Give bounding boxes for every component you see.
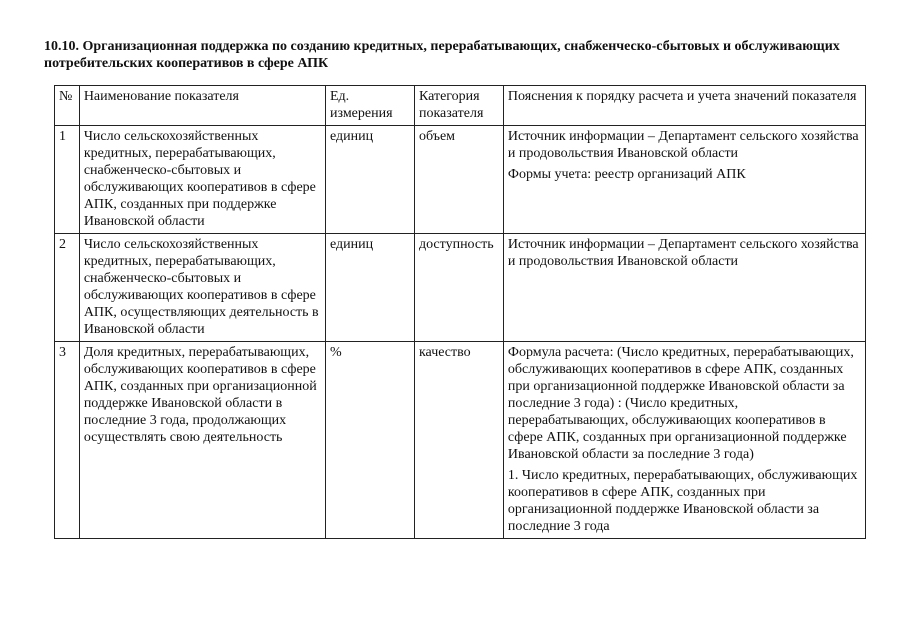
row-indicator-name: Число сельскохозяйственных кредитных, перерабатывающих, снабженческо-сбытовых и обслуживающих кооперативов в сфере АПК, созданных при поддержке Ивановской области xyxy=(79,126,325,234)
note-accounting-form: Формы учета: реестр организаций АПК xyxy=(507,167,746,182)
row-unit: единиц xyxy=(326,126,415,234)
table-row xyxy=(55,126,866,234)
row-number: 2 xyxy=(55,234,80,342)
row-number: 1 xyxy=(55,126,80,234)
table-row xyxy=(55,342,866,539)
row-notes xyxy=(503,342,865,539)
row-number: 3 xyxy=(55,342,80,539)
note-formula-item-1: 1. Число кредитных, перерабатывающих, обслуживающих кооперативов в сфере АПК, созданных при организационной поддержке Ивановской области за последние 3 года xyxy=(507,468,858,534)
row-indicator-name: Доля кредитных, перерабатывающих, обслуживающих кооперативов в сфере АПК, созданных при организационной поддержке Ивановской области в последние 3 года, продолжающих осуществлять свою деятельность xyxy=(79,342,325,539)
header-notes: Пояснения к порядку расчета и учета значений показателя xyxy=(503,86,865,126)
row-category: качество xyxy=(414,342,503,539)
header-number: № xyxy=(55,86,80,126)
row-unit: % xyxy=(326,342,415,539)
header-category: Категория показателя xyxy=(414,86,503,126)
row-category: объем xyxy=(414,126,503,234)
row-notes xyxy=(503,234,865,342)
row-notes xyxy=(503,126,865,234)
row-indicator-name: Число сельскохозяйственных кредитных, перерабатывающих, снабженческо-сбытовых и обслуживающих кооперативов в сфере АПК, осуществляющих деятельность в Ивановской области xyxy=(79,234,325,342)
row-category: доступность xyxy=(414,234,503,342)
table-row xyxy=(55,234,866,342)
note-source: Источник информации – Департамент сельского хозяйства и продовольствия Ивановской области xyxy=(507,237,859,269)
table-header-row xyxy=(55,86,866,126)
note-source: Источник информации – Департамент сельского хозяйства и продовольствия Ивановской области xyxy=(507,129,859,161)
indicators-table xyxy=(54,85,866,539)
note-formula: Формула расчета: (Число кредитных, перерабатывающих, обслуживающих кооперативов в сфере АПК, созданных при организационной поддержке Ивановской области за последние 3 года) : (Число кредитных, перерабатывающих, обслуживающих кооперативов в сфере АПК, созданных при организационной поддержке Ивановской области за последние 3 года) xyxy=(507,345,854,462)
header-indicator-name: Наименование показателя xyxy=(79,86,325,126)
section-heading: 10.10. Организационная поддержка по созданию кредитных, перерабатывающих, снабженческо-сбытовых и обслуживающих потребительских кооперативов в сфере АПК xyxy=(44,39,840,71)
row-unit: единиц xyxy=(326,234,415,342)
header-unit: Ед. измерения xyxy=(326,86,415,126)
